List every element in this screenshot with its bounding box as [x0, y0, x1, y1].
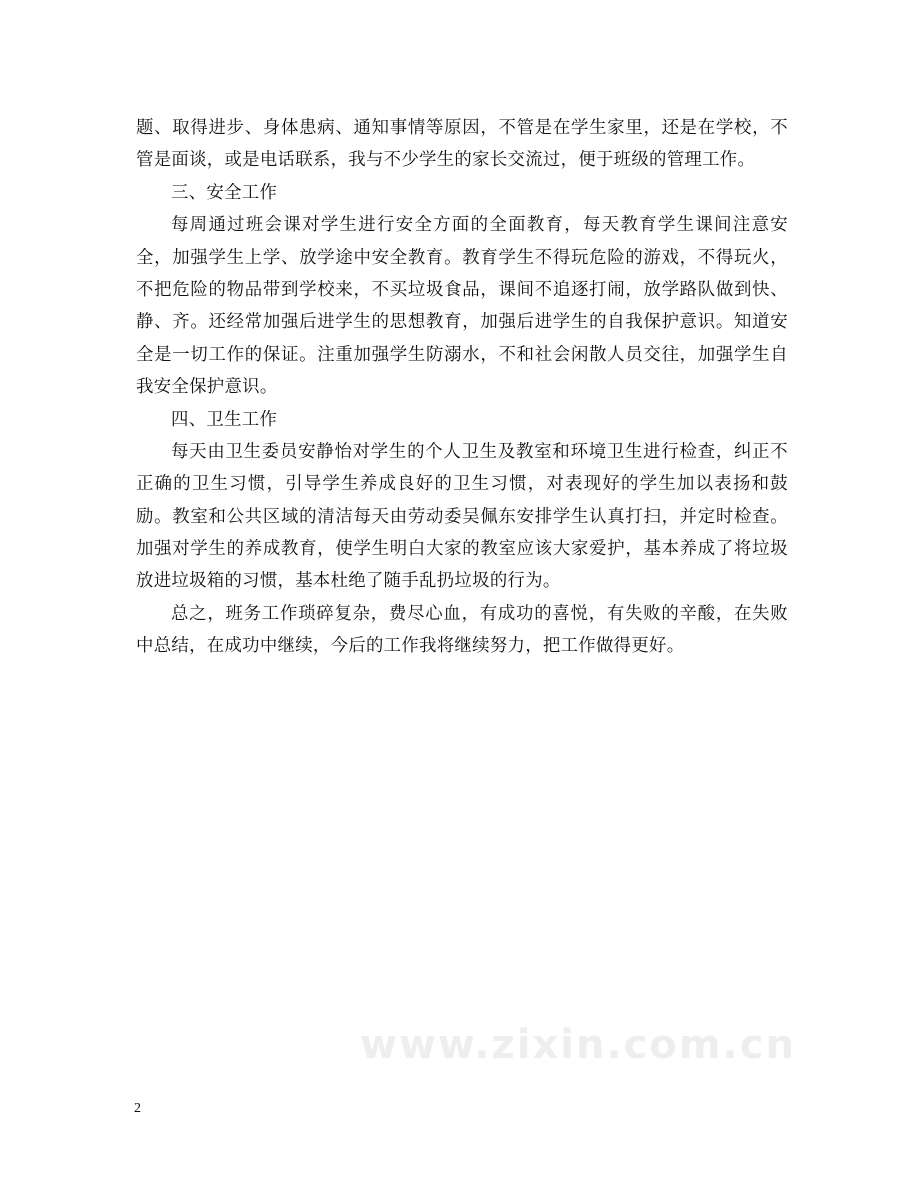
paragraph-line: 每天由卫生委员安静怡对学生的个人卫生及教室和环境卫生进行检查，纠正不 — [171, 441, 788, 462]
paragraph-line: 全是一切工作的保证。注重加强学生防溺水，不和社会闲散人员交往，加强学生自 — [136, 344, 788, 365]
paragraph-line: 放进垃圾箱的习惯，基本杜绝了随手乱扔垃圾的行为。 — [136, 571, 561, 592]
paragraph-line: 每周通过班会课对学生进行安全方面的全面教育，每天教育学生课间注意安 — [171, 215, 788, 236]
paragraph-line: 加强对学生的养成教育，使学生明白大家的教室应该大家爱护，基本养成了将垃圾 — [136, 539, 788, 560]
body-text — [136, 113, 788, 664]
paragraph-line: 管是面谈，或是电话联系，我与不少学生的家长交流过，便于班级的管理工作。 — [136, 150, 756, 171]
section-heading-hygiene: 四、卫生工作 — [171, 409, 278, 430]
page-number: 2 — [134, 1101, 141, 1116]
watermark: www.zixin.com.cn — [360, 1022, 796, 1068]
paragraph-line: 励。教室和公共区域的清洁每天由劳动委吴佩东安排学生认真打扫，并定时检查。 — [136, 506, 788, 527]
paragraph-line: 全，加强学生上学、放学途中安全教育。教育学生不得玩危险的游戏，不得玩火， — [136, 247, 788, 268]
paragraph-line: 题、取得进步、身体患病、通知事情等原因，不管是在学生家里，还是在学校，不 — [136, 118, 788, 138]
paragraph-line: 总之，班务工作琐碎复杂，费尽心血，有成功的喜悦，有失败的辛酸，在失败 — [171, 603, 788, 624]
paragraph-line: 不把危险的物品带到学校来，不买垃圾食品，课间不追逐打闹，放学路队做到快、 — [136, 279, 788, 300]
paragraph-line: 静、齐。还经常加强后进学生的思想教育，加强后进学生的自我保护意识。知道安 — [136, 312, 788, 333]
paragraph-line: 中总结，在成功中继续，今后的工作我将继续努力，把工作做得更好。 — [136, 636, 685, 657]
section-heading-safety: 三、安全工作 — [171, 182, 278, 203]
paragraph-line: 我安全保护意识。 — [136, 377, 278, 398]
paragraph-line: 正确的卫生习惯，引导学生养成良好的卫生习惯，对表现好的学生加以表扬和鼓 — [136, 474, 788, 495]
